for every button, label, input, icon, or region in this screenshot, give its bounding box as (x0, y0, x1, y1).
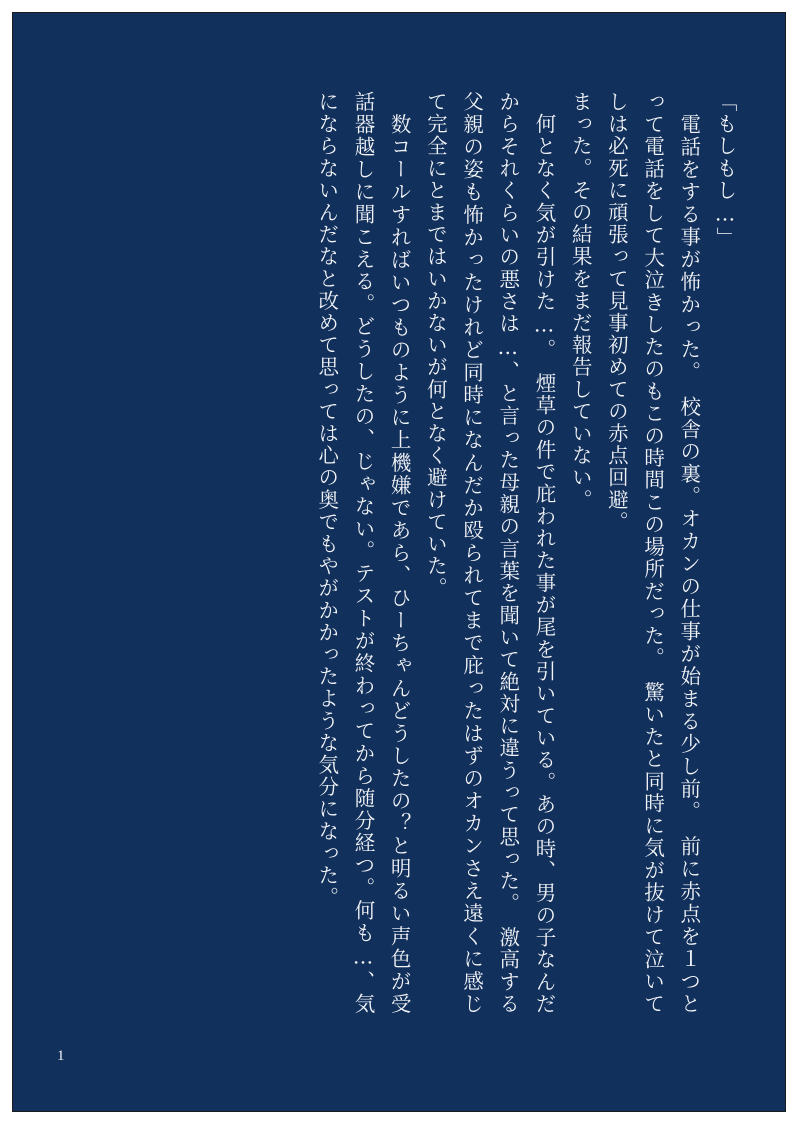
paragraph-3: まった。その結果をまだ報告していない。 (568, 91, 593, 511)
novel-body-text (73, 91, 743, 1015)
paragraph-2: 電話をする事が怖かった。 校舎の裏。オカンの仕事が始まる少し前。 前に赤点を１つとって電話をして大泣きしたのもこの時間この場所だった。 驚いたと同時に気が抜けて泣いてしは必死に頑張って見事初めての赤点回避。 (604, 91, 701, 1015)
paragraph-4: 何となく気が引けた…。 煙草の件で庇われた事が尾を引いている。あの時、男の子なんだからそれくらいの悪さは…、と言った母親の言葉を聞いて絶対に違うって思った。 激高する父親の姿も怖かったけれど同時になんだか殴られてまで庇ったはずのオカンさえ遠くに感じて完全にとまではいかないが何となく避けていた。 (423, 91, 556, 1015)
paragraph-1: 「もしもし…」 (713, 91, 737, 250)
page-sheet (12, 12, 786, 1112)
paragraph-5: 数コールすればいつものように上機嫌であら、ひーちゃんどうしたの？と明るい声色が受話器越しに聞こえる。どうしたの、じゃない。テストが終わってから随分経つ。何も…、気にならないんだなと改めて思っては心の奥でもやがかかったような気分になった。 (314, 91, 412, 1015)
page-number: 1 (57, 1048, 65, 1064)
